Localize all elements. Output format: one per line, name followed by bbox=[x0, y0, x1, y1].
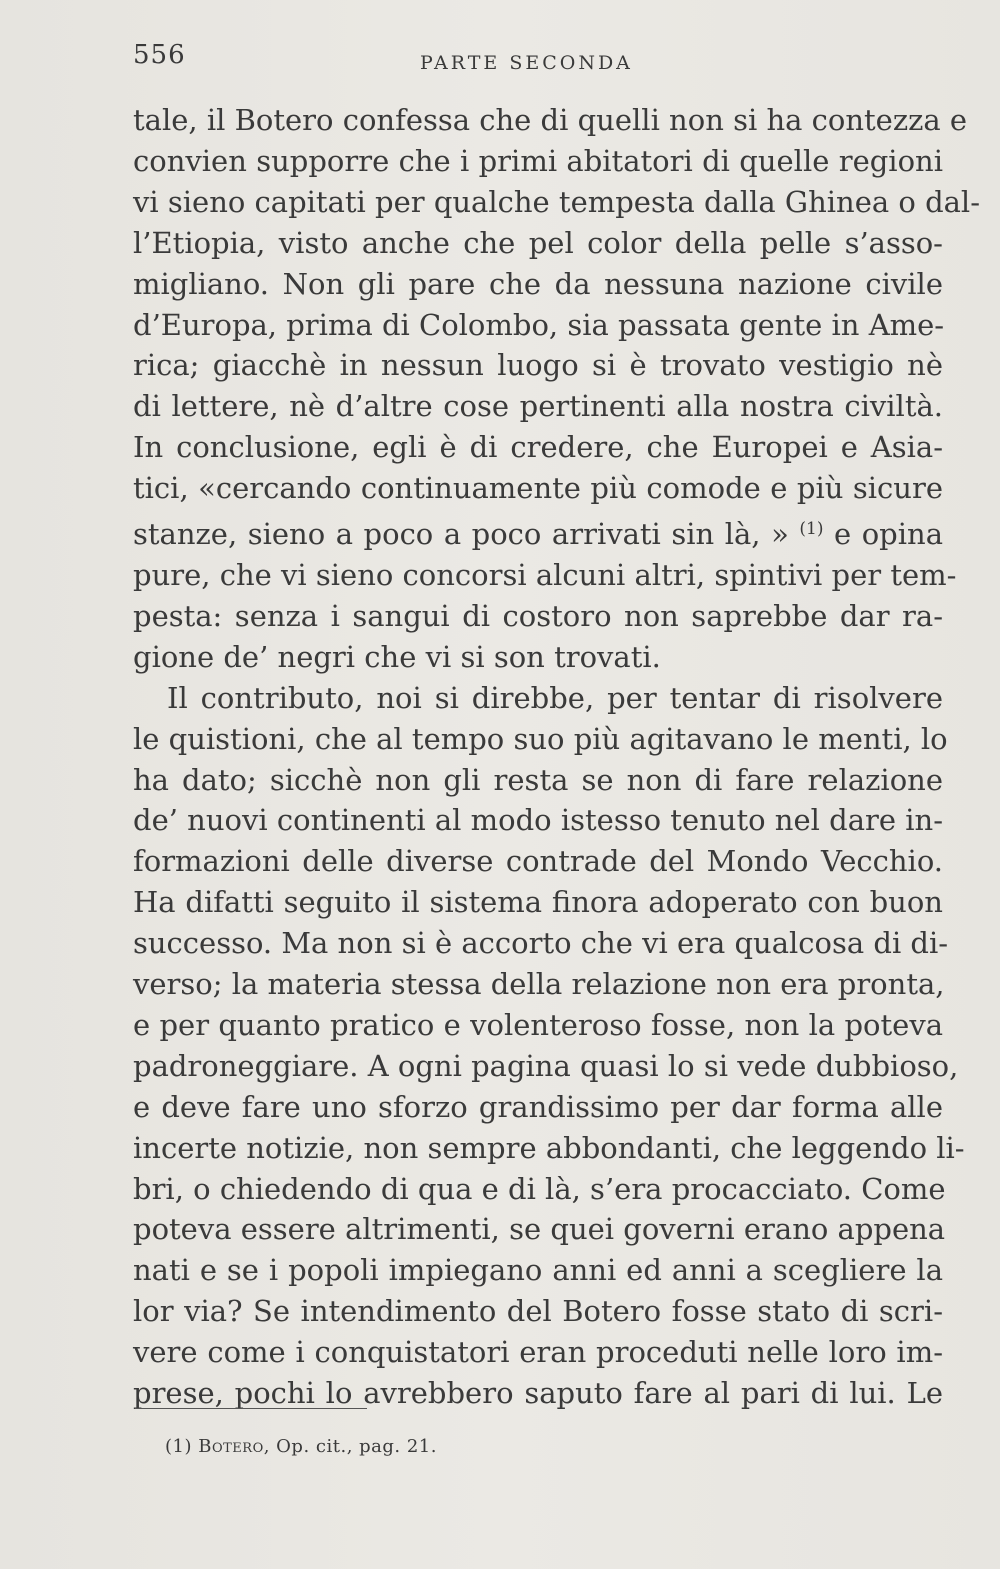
text-line: successo. Ma non si è accorto che vi era qualcosa di di- bbox=[133, 926, 949, 961]
running-head: PARTE SECONDA bbox=[420, 52, 633, 74]
text-line: nati e se i popoli impiegano anni ed anni a scegliere la bbox=[133, 1253, 943, 1288]
text-line: tale, il Botero confessa che di quelli non si ha contezza e bbox=[133, 103, 968, 137]
page-number: 556 bbox=[133, 40, 186, 70]
text-line: rica; giacchè in nessun luogo si è trovato vestigio nè bbox=[133, 348, 943, 383]
text-line: bri, o chiedendo di qua e di là, s’era procacciato. Come bbox=[133, 1171, 946, 1206]
text-line-with-footnote-ref bbox=[133, 509, 943, 555]
text-line: d’Europa, prima di Colombo, sia passata gente in Ame- bbox=[133, 307, 945, 342]
footnote-divider bbox=[135, 1408, 367, 1409]
footnote-reference: (1) bbox=[799, 519, 824, 540]
text-line: prese, pochi lo avrebbero saputo fare al pari di lui. Le bbox=[133, 1376, 943, 1411]
text-line: incerte notizie, non sempre abbondanti, che leggendo li- bbox=[133, 1130, 965, 1165]
text-line: pure, che vi sieno concorsi alcuni altri, spintivi per tem- bbox=[133, 557, 957, 592]
text-line: verso; la materia stessa della relazione non era pronta, bbox=[133, 967, 945, 1002]
text-line: Ha difatti seguito il sistema finora adoperato con buon bbox=[133, 885, 943, 920]
text-line: ha dato; sicchè non gli resta se non di fare relazione bbox=[133, 762, 943, 797]
text-segment: stanze, sieno a poco a poco arrivati sin là, » bbox=[133, 517, 789, 552]
text-line: lor via? Se intendimento del Botero fosse stato di scri- bbox=[133, 1294, 943, 1329]
text-line: tici, «cercando continuamente più comode e più sicure bbox=[133, 471, 943, 506]
text-line: migliano. Non gli pare che da nessuna nazione civile bbox=[133, 266, 943, 301]
text-line: poteva essere altrimenti, se quei governi erano appena bbox=[133, 1212, 946, 1247]
footnote-marker: (1) bbox=[165, 1436, 192, 1457]
text-segment: e opina bbox=[834, 517, 943, 552]
text-line: le quistioni, che al tempo suo più agitavano le menti, lo bbox=[133, 721, 948, 756]
body-text bbox=[133, 100, 980, 1414]
text-line: de’ nuovi continenti al modo istesso tenuto nel dare in- bbox=[133, 803, 943, 838]
text-line: padroneggiare. A ogni pagina quasi lo si vede dubbioso, bbox=[133, 1048, 959, 1083]
footnote bbox=[165, 1436, 437, 1457]
text-line: formazioni delle diverse contrade del Mondo Vecchio. bbox=[133, 844, 943, 879]
text-line: di lettere, nè d’altre cose pertinenti alla nostra civiltà. bbox=[133, 389, 943, 424]
text-line: l’Etiopia, visto anche che pel color della pelle s’asso- bbox=[133, 225, 943, 260]
text-line: e deve fare uno sforzo grandissimo per dar forma alle bbox=[133, 1089, 943, 1124]
footnote-citation: , Op. cit., pag. 21. bbox=[263, 1436, 437, 1457]
text-line: convien supporre che i primi abitatori di quelle regioni bbox=[133, 143, 943, 178]
text-line: pesta: senza i sangui di costoro non saprebbe dar ra- bbox=[133, 598, 943, 633]
text-line: gione de’ negri che vi si son trovati. bbox=[133, 639, 661, 674]
text-line: In conclusione, egli è di credere, che Europei e Asia- bbox=[133, 430, 943, 465]
text-line: e per quanto pratico e volenteroso fosse, non la poteva bbox=[133, 1007, 943, 1042]
text-line: vere come i conquistatori eran proceduti nelle loro im- bbox=[133, 1335, 943, 1370]
paragraph-start-line: Il contributo, noi si direbbe, per tentar di risolvere bbox=[167, 680, 943, 715]
footnote-author: Botero bbox=[198, 1436, 264, 1457]
text-line: vi sieno capitati per qualche tempesta dalla Ghinea o dal- bbox=[133, 184, 980, 219]
